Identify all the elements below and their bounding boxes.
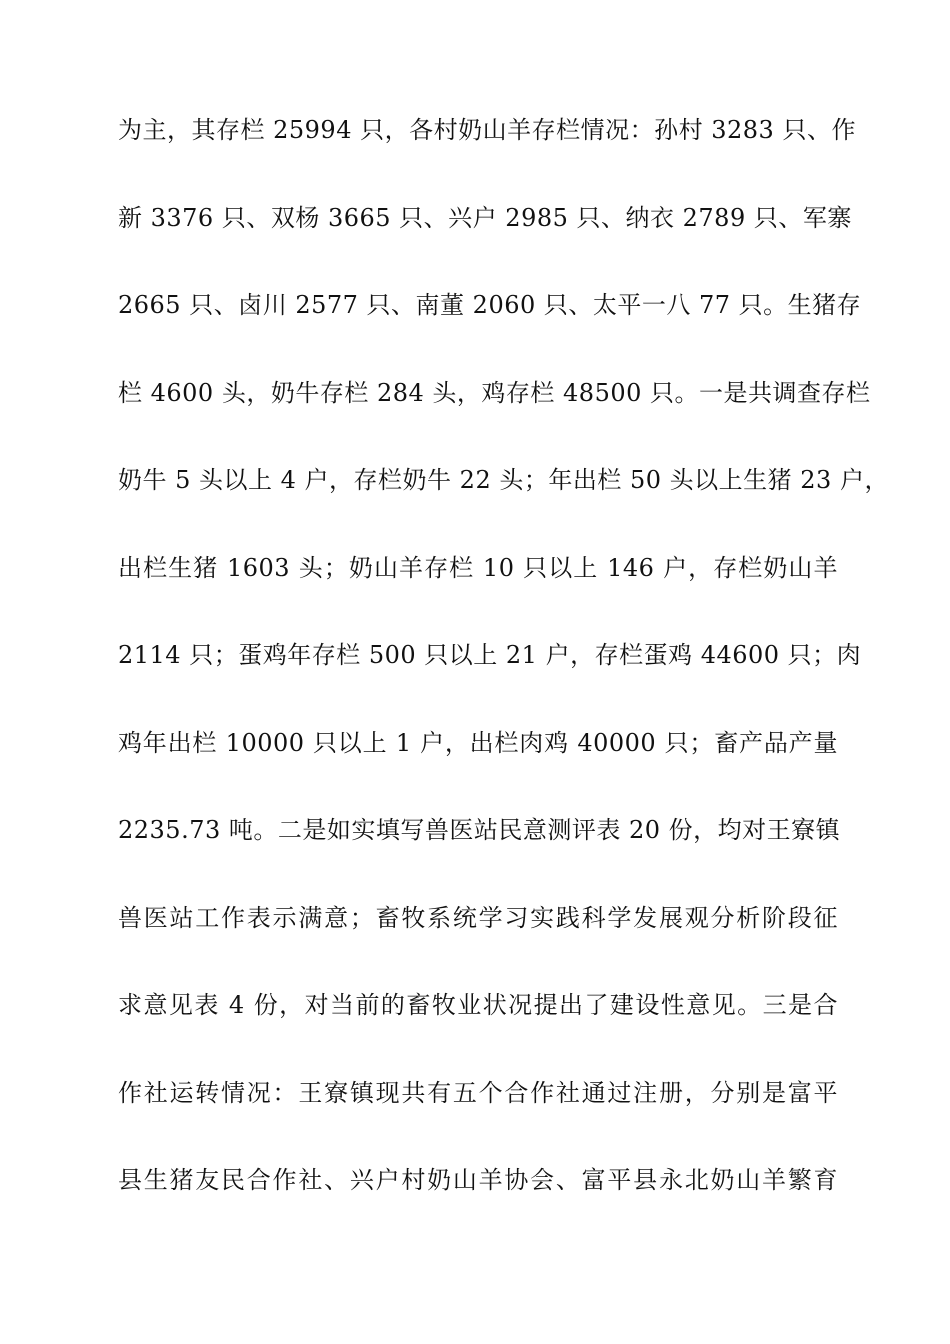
text-line: 奶牛 5 头以上 4 户，存栏奶牛 22 头；年出栏 50 头以上生猪 23 户， (118, 466, 889, 494)
body-text (118, 108, 889, 1246)
text-line: 栏 4600 头，奶牛存栏 284 头，鸡存栏 48500 只。一是共调查存栏 (118, 378, 871, 407)
text-line: 新 3376 只、双杨 3665 只、兴户 2985 只、纳衣 2789 只、军寨 (118, 203, 852, 232)
text-line: 2114 只；蛋鸡年存栏 500 只以上 21 户，存栏蛋鸡 44600 只；肉 (118, 641, 862, 669)
text-line: 出栏生猪 1603 头；奶山羊存栏 10 只以上 146 户，存栏奶山羊 (118, 553, 838, 582)
text-line: 2665 只、卤川 2577 只、南董 2060 只、太平一八 77 只。生猪存 (118, 291, 862, 319)
text-line: 2235.73 吨。二是如实填写兽医站民意测评表 20 份，均对王寮镇 (118, 816, 841, 844)
text-line: 作社运转情况：王寮镇现共有五个合作社通过注册，分别是富平 (118, 1078, 838, 1107)
text-line: 兽医站工作表示满意；畜牧系统学习实践科学发展观分析阶段征 (118, 903, 838, 932)
text-line: 为主，其存栏 25994 只，各村奶山羊存栏情况：孙村 3283 只、作 (118, 116, 856, 144)
text-line: 县生猪友民合作社、兴户村奶山羊协会、富平县永北奶山羊繁育 (118, 1166, 838, 1194)
text-line: 求意见表 4 份，对当前的畜牧业状况提出了建设性意见。三是合 (118, 991, 838, 1019)
text-line: 鸡年出栏 10000 只以上 1 户，出栏肉鸡 40000 只；畜产品产量 (118, 728, 838, 757)
